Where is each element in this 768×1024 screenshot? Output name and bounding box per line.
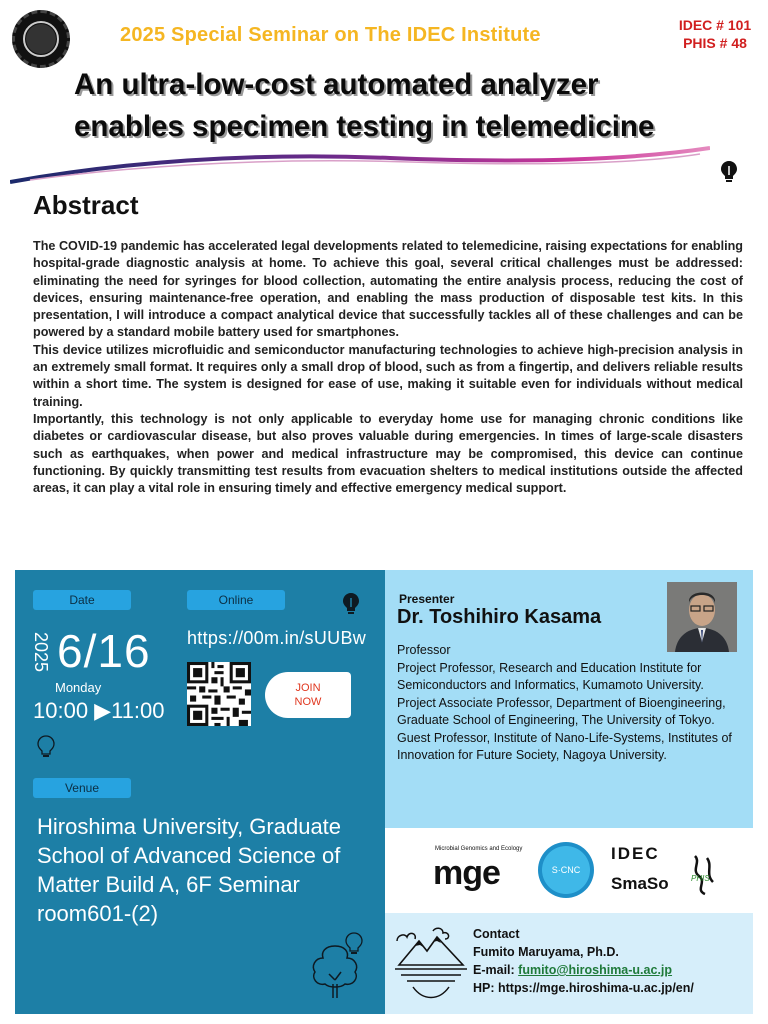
date-label: Date [33,590,131,610]
phis-logo-text: PHIS [691,874,710,883]
tree-icon [305,940,365,1000]
decorative-wave [10,140,710,190]
join-now-button[interactable] [265,672,351,718]
venue-label: Venue [33,778,131,798]
presenter-role-3: Guest Professor, Institute of Nano-Life-Systems, Institutes of Innovation for Future Society, Nagoya University. [397,730,732,762]
phis-number: PHIS # 48 [683,35,747,51]
join-now-line1: JOIN [295,682,321,694]
presenter-name: Dr. Toshihiro Kasama [397,606,602,628]
presenter-bio [397,642,742,765]
abstract-paragraph-2: This device utilizes microfluidic and semiconductor manufacturing technologies to achieve high-precision analysis in an extremely small format. It requires only a small drop of blood, such as from a fingertip, and delivers reliable results within a short time. The system is designed for ease of use, making it suitable even for individuals without medical training. [33,342,743,409]
scnc-logo: S·CNC [538,842,594,898]
lightbulb-icon [342,592,360,616]
event-date: 6/16 [57,625,151,677]
abstract-paragraph-3: Importantly, this technology is not only applicable to everyday home use for managing chronic conditions like diabetes or cardiovascular disease, but also proves valuable during emergencies. In times of large-scale disasters such as earthquakes, when power and medical infrastructure may be compromised, this device can continue functioning. By quickly transmitting test results from evacuation shelters to medical institutions outside the affected areas, it can play a vital role in ensuring timely and effective emergency medical support. [33,411,743,496]
abstract-paragraph-1: The COVID-19 pandemic has accelerated legal developments related to telemedicine, raising expectations for enabling hospital-grade diagnostic analysis at home. To achieve this goal, several critical challenges must be addressed: eliminating the need for syringes for blood collection, automating the entire analysis process, reducing the cost of devices, ensuring maintenance-free operation, and enabling the mass production of disposable test kits. In this presentation, I will introduce a compact analytical device that successfully tackles all of these challenges and can be powered by a standard mobile battery used for smartphones. [33,239,743,340]
contact-email-link[interactable]: fumito@hiroshima-u.ac.jp [518,963,673,977]
university-seal-icon [12,10,70,68]
talk-title [74,64,764,148]
event-info-panel [15,570,385,1014]
seminar-title: 2025 Special Seminar on The IDEC Institute [120,24,541,46]
venue-text: Hiroshima University, Graduate School of Advanced Science of Matter Build A, 6F Seminar room601-(2) [37,814,342,926]
event-time: 10:00 ▶11:00 [33,698,165,723]
contact-name: Fumito Maruyama, Ph.D. [473,945,619,959]
event-ids [670,16,760,52]
event-weekday: Monday [55,680,102,695]
contact-hp-row [473,981,694,995]
mge-logo: mge [433,854,500,892]
contact-hp-label: HP: [473,981,498,995]
qr-code-icon[interactable] [187,662,251,726]
idec-number: IDEC # 101 [678,17,752,33]
online-url-link[interactable]: https://00m.in/sUUBw [187,628,367,648]
presenter-role-2: Project Associate Professor, Department of Bioengineering, Graduate School of Engineering, The University of Tokyo. [397,695,726,727]
talk-title-line2: enables specimen testing in telemedicine [74,110,655,143]
abstract-body [33,238,743,497]
contact-email-label: E-mail: [473,963,519,977]
presenter-panel [385,570,753,828]
presenter-title: Professor [397,643,451,657]
sponsor-logos [385,828,753,913]
online-label: Online [187,590,285,610]
contact-heading: Contact [473,927,520,941]
mountain-lake-icon [393,921,469,1005]
mge-caption: Microbial Genomics and Ecology [435,846,523,852]
lightbulb-outline-icon [37,735,55,759]
smaso-logo: SmaSo [611,874,669,893]
event-year: 2025 [31,632,51,673]
phis-logo [685,852,721,898]
lightbulb-icon [720,160,738,184]
join-now-line2: NOW [294,696,322,708]
presenter-label: Presenter [399,592,455,606]
contact-email-row [473,963,672,977]
idec-logo: IDEC [611,844,660,863]
talk-title-line1: An ultra-low-cost automated analyzer [74,68,599,101]
contact-hp-link[interactable]: https://mge.hiroshima-u.ac.jp/en/ [498,981,694,995]
abstract-heading: Abstract [33,190,139,220]
contact-panel [385,913,753,1014]
presenter-role-1: Project Professor, Research and Education Institute for Semiconductors and Informatics, Kumamoto University. [397,660,704,692]
